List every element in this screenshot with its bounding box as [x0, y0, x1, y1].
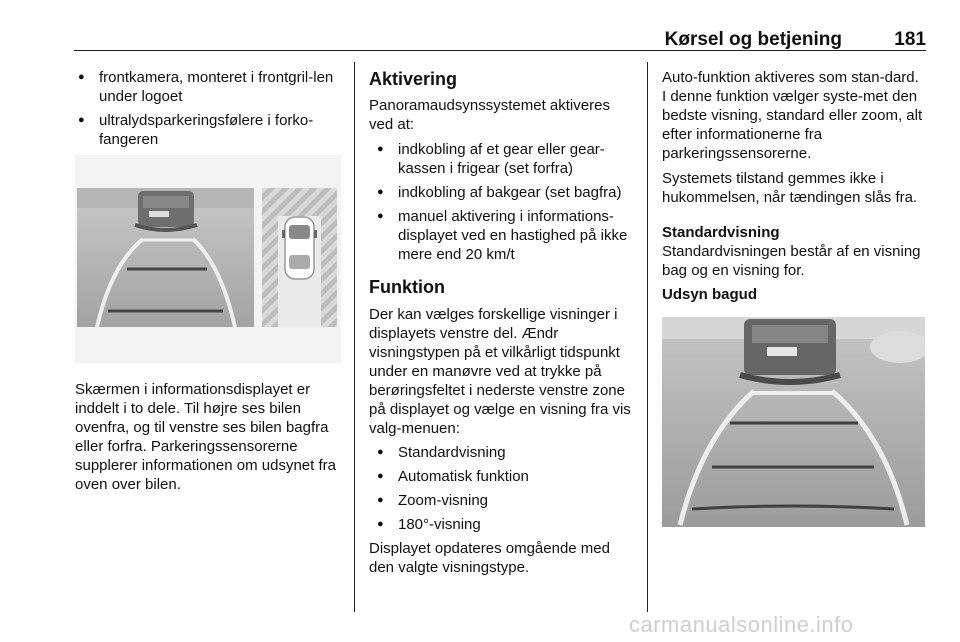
memory-text: Systemets tilstand gemmes ikke i hukommelsen, når tændingen slås fra. — [662, 170, 918, 206]
view-options-list — [374, 443, 635, 534]
camera-sensor-list — [75, 68, 343, 149]
rear-camera-view — [77, 188, 254, 327]
page-number: 181 — [894, 29, 926, 50]
list-item: ● Zoom-visning — [374, 491, 635, 510]
list-item: ● Standardvisning — [374, 443, 635, 462]
display-split-view-figure — [75, 155, 341, 363]
standard-text: Standardvisningen består af en visning bag og en visning for. — [662, 243, 921, 279]
column-divider-1 — [354, 62, 355, 612]
activation-intro: Panoramaudsynssystemet aktiveres ved at: — [369, 97, 610, 133]
rear-view-figure — [662, 317, 925, 527]
heading-rear-view: Udsyn bagud — [662, 286, 758, 303]
list-item: ● Automatisk funktion — [374, 467, 635, 486]
list-item: ● indkobling af bakgear (set bagfra) — [374, 183, 635, 202]
activation-list — [374, 140, 635, 264]
page-header — [74, 26, 926, 50]
column-divider-2 — [647, 62, 648, 612]
list-item: ● 180°-visning — [374, 515, 635, 534]
heading-function: Funktion — [369, 277, 445, 297]
function-text: Der kan vælges forskellige visninger i displayets venstre del. Ændr visningstypen på et vilkårligt tidspunkt under en manøvre ved at trykke på berøringsfeltet i nederste venstre zone på displayet og vælge en visning fra vis valg-menuen: — [369, 306, 631, 437]
auto-text: Auto-funktion aktiveres som stan-dard. I denne funktion vælger syste-met den bedste visning, standard eller zoom, alt efter informationerne fra parkeringssensorerne. — [662, 69, 923, 162]
column-3 — [662, 68, 927, 304]
caption-text: Skærmen i informationsdisplayet er inddelt i to dele. Til højre ses bilen ovenfra, og til venstre ses bilen bagfra eller forfra. Parkeringssensorerne supplerer informationen om udsynet fra oven over bilen. — [75, 381, 336, 493]
list-item: ● ultralydsparkeringsfølere i forko-fangeren — [75, 111, 343, 149]
figure-caption — [75, 380, 343, 494]
top-down-view — [262, 188, 337, 327]
update-text: Displayet opdateres omgående med den valgte visningstype. — [369, 540, 610, 576]
header-rule — [74, 50, 926, 51]
column-1 — [75, 68, 343, 149]
heading-activation: Aktivering — [369, 69, 458, 89]
watermark: carmanualsonline.info — [629, 612, 854, 637]
column-2 — [369, 68, 635, 577]
list-item: ● frontkamera, monteret i frontgril-len under logoet — [75, 68, 343, 106]
list-item: ● indkobling af et gear eller gear-kassen i frigear (set forfra) — [374, 140, 635, 178]
chapter-title: Kørsel og betjening — [664, 29, 842, 50]
list-item: ● manuel aktivering i informations-displayet ved en hastighed på ikke mere end 20 km/t — [374, 207, 635, 264]
heading-standard-view: Standardvisning — [662, 224, 780, 241]
